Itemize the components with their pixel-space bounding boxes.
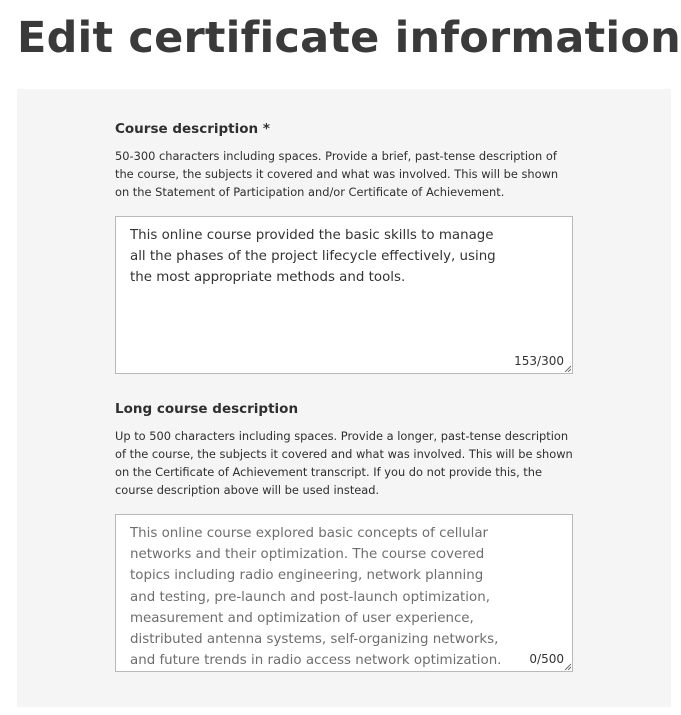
resize-handle-icon[interactable] xyxy=(564,663,571,670)
course-description-value: This online course provided the basic skills to manage all the phases of the project lifecycle effectively, using the most appropriate methods and tools. xyxy=(130,228,496,286)
certificate-form-panel xyxy=(17,89,671,707)
long-course-description-help: Up to 500 characters including spaces. Provide a longer, past-tense description of the course, the subjects it covered and what was involved. This will be shown on the Certificate of Achievement transcript. If you do not provide this, the course description above will be used instead. xyxy=(115,429,573,497)
long-course-description-placeholder: This online course explored basic concepts of cellular networks and their optimization. The course covered topics including radio engineering, network planning and testing, pre-launch and post-launch optimization, measurement and optimization of user experience, distributed antenna systems, self-organizing networks, and future trends in radio access network optimization. xyxy=(130,526,502,669)
long-course-description-char-count: 0/500 xyxy=(529,652,564,666)
resize-handle-icon[interactable] xyxy=(564,365,571,372)
course-description-label: Course description * xyxy=(115,121,270,137)
course-description-help: 50-300 characters including spaces. Provide a brief, past-tense description of the course, the subjects it covered and what was involved. This will be shown on the Statement of Participation and/or Certificate of Achievement. xyxy=(115,149,559,199)
course-description-textarea[interactable] xyxy=(115,216,573,374)
course-description-char-count: 153/300 xyxy=(514,354,564,368)
page-title: Edit certificate information xyxy=(17,13,681,63)
long-course-description-field xyxy=(115,400,573,669)
course-description-field xyxy=(115,120,573,368)
long-course-description-textarea[interactable] xyxy=(115,514,573,672)
long-course-description-label: Long course description xyxy=(115,401,299,417)
